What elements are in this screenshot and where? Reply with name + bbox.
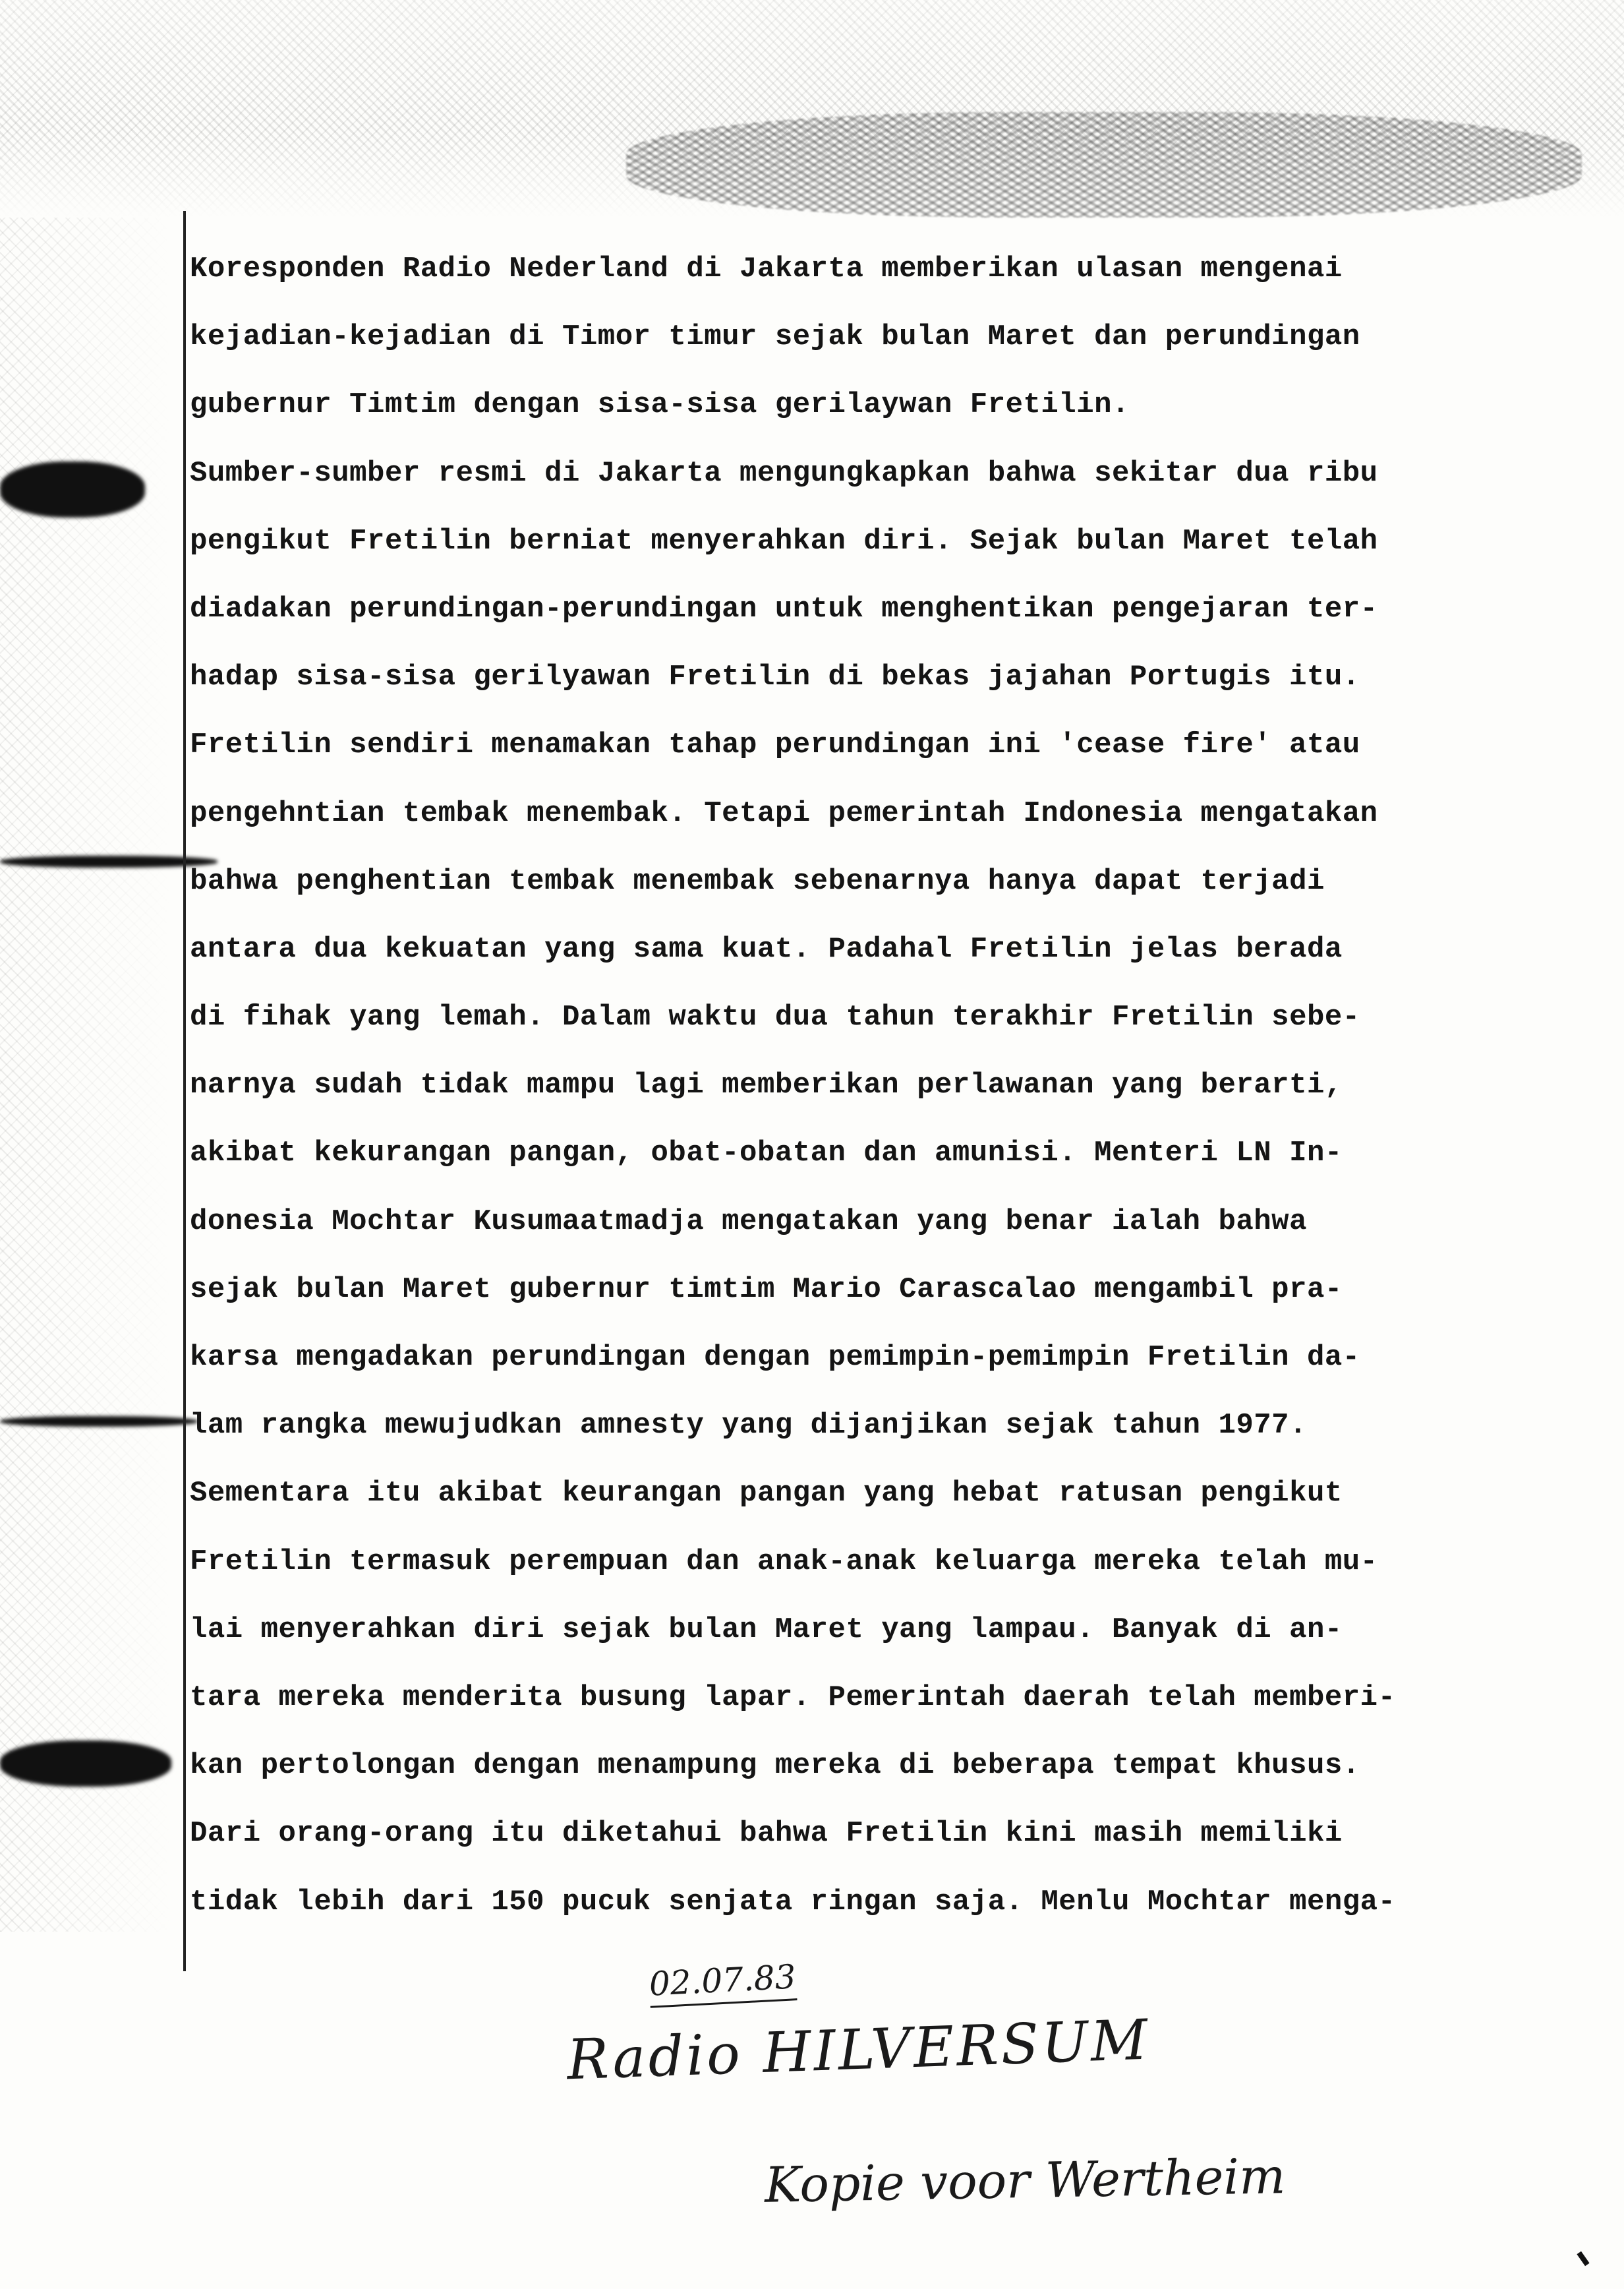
text-line: antara dua kekuatan yang sama kuat. Padahal Fretilin jelas berada bbox=[190, 932, 1343, 966]
text-line: sejak bulan Maret gubernur timtim Mario Carascalao mengambil pra- bbox=[190, 1272, 1343, 1306]
text-line: Sumber-sumber resmi di Jakarta mengungkapkan bahwa sekitar dua ribu bbox=[190, 456, 1378, 490]
text-line: tara mereka menderita busung lapar. Pemerintah daerah telah memberi- bbox=[190, 1680, 1396, 1714]
text-line: Koresponden Radio Nederland di Jakarta memberikan ulasan mengenai bbox=[190, 253, 1343, 285]
text-line: hadap sisa-sisa gerilyawan Fretilin di bekas jajahan Portugis itu. bbox=[190, 661, 1360, 694]
text-line: Fretilin sendiri menamakan tahap perundingan ini 'cease fire' atau bbox=[190, 728, 1360, 762]
text-line: gubernur Timtim dengan sisa-sisa gerilaywan Fretilin. bbox=[190, 388, 1130, 422]
text-line: donesia Mochtar Kusumaatmadja mengatakan yang benar ialah bahwa bbox=[190, 1204, 1307, 1238]
text-line: lam rangka mewujudkan amnesty yang dijanjikan sejak tahun 1977. bbox=[190, 1409, 1307, 1442]
text-line: di fihak yang lemah. Dalam waktu dua tahun terakhir Fretilin sebe- bbox=[190, 1001, 1360, 1034]
handwritten-station-name: Radio HILVERSUM bbox=[566, 2007, 1151, 2093]
text-line: kan pertolongan dengan menampung mereka di beberapa tempat khusus. bbox=[190, 1749, 1360, 1783]
text-line: narnya sudah tidak mampu lagi memberikan perlawanan yang berarti, bbox=[190, 1069, 1343, 1102]
typed-body-text bbox=[190, 249, 1587, 1950]
text-line: diadakan perundingan-perundingan untuk menghentikan pengejaran ter- bbox=[190, 592, 1378, 626]
text-line: tidak lebih dari 150 pucuk senjata ringan saja. Menlu Mochtar menga- bbox=[190, 1885, 1396, 1918]
handwritten-copy-note: Kopie voor Wertheim bbox=[764, 2148, 1286, 2214]
smudge-mark bbox=[0, 1740, 171, 1787]
corner-tick-mark bbox=[1577, 2251, 1589, 2267]
text-line: pengikut Fretilin berniat menyerahkan diri. Sejak bulan Maret telah bbox=[190, 524, 1378, 558]
text-line: akibat kekurangan pangan, obat-obatan dan amunisi. Menteri LN In- bbox=[190, 1137, 1343, 1170]
handwritten-date: 02.07.83 bbox=[648, 1957, 797, 2008]
text-line: pengehntian tembak menembak. Tetapi pemerintah Indonesia mengatakan bbox=[190, 796, 1378, 830]
text-line: kejadian-kejadian di Timor timur sejak bulan Maret dan perundingan bbox=[190, 320, 1360, 354]
text-line: Dari orang-orang itu diketahui bahwa Fretilin kini masih memiliki bbox=[190, 1817, 1343, 1851]
margin-rule-line bbox=[183, 211, 186, 1971]
smudge-mark bbox=[0, 461, 145, 518]
text-line: Fretilin termasuk perempuan dan anak-anak keluarga mereka telah mu- bbox=[190, 1545, 1378, 1578]
text-line: bahwa penghentian tembak menembak sebenarnya hanya dapat terjadi bbox=[190, 864, 1325, 898]
text-line: lai menyerahkan diri sejak bulan Maret yang lampau. Banyak di an- bbox=[190, 1613, 1343, 1646]
text-line: karsa mengadakan perundingan dengan pemimpin-pemimpin Fretilin da- bbox=[190, 1341, 1360, 1374]
smudge-mark bbox=[0, 1416, 198, 1427]
scan-noise-dark-band bbox=[626, 112, 1582, 218]
text-line: Sementara itu akibat keurangan pangan yang hebat ratusan pengikut bbox=[190, 1477, 1343, 1510]
